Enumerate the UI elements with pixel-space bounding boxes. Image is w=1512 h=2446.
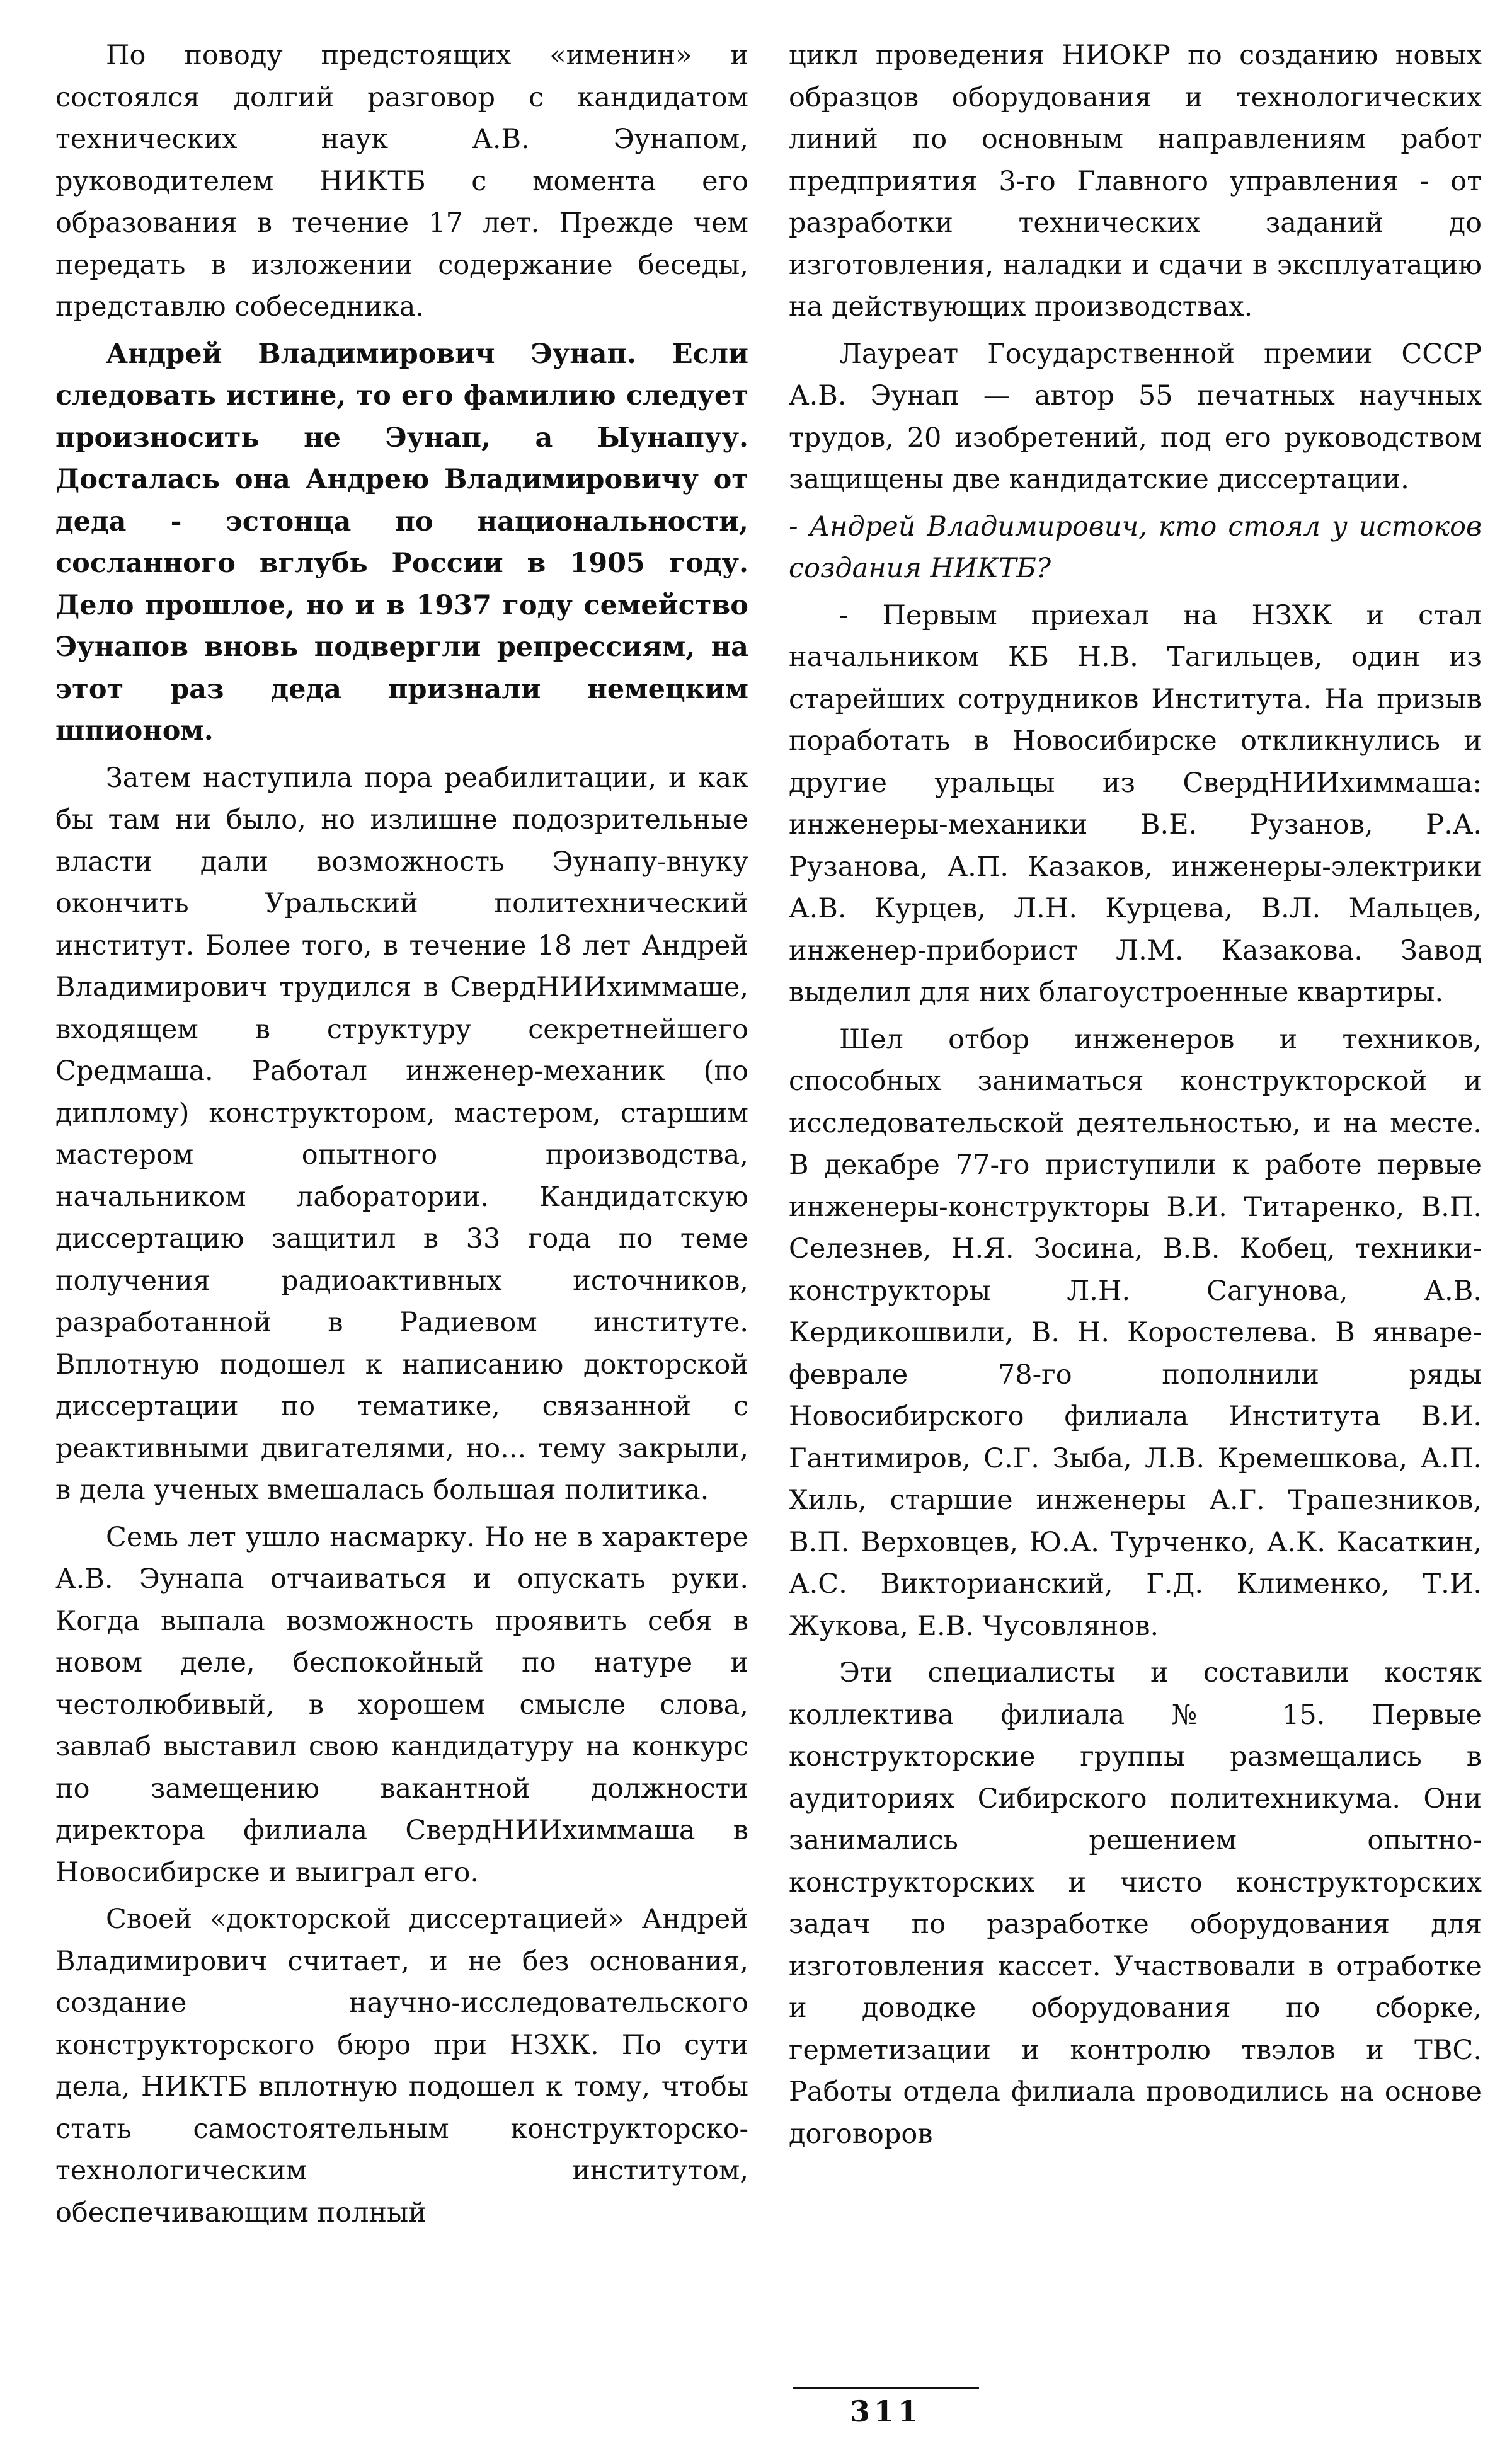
paragraph-biography: Андрей Владимирович Эунап. Если следовать истине, то его фамилию следует произносить не Эунап, а Ыунапуу. Досталась она Андрею Владимировичу от деда - эстонца по национальности, сосланного вглубь России в 1905 году. Дело прошлое, но и в 1937 году семейство Эунапов вновь подвергли репрессиям, на этот раз деда признали немецким шпионом. (55, 338, 748, 747)
paragraph-core-team: Эти специалисты и составили костяк коллектива филиала № 15. Первые конструкторские группы размещались в аудиториях Сибирского политехникума. Они занимались решением опытно-конструкторских и чисто конструкторских задач по разработке оборудования для изготовления кассет. Участвовали в отработке и доводке оборудования по сборке, герметизации и контролю твэлов и ТВС. Работы отдела филиала проводились на основе договоров (789, 1657, 1482, 2150)
left-text-column (55, 35, 748, 2239)
page-number: 311 (849, 2394, 922, 2428)
footer-divider (793, 2387, 979, 2389)
interview-answer: - Первым приехал на НЗХК и стал начальником КБ Н.В. Тагильцев, один из старейших сотрудников Института. На призыв поработать в Новосибирске откликнулись и другие уральцы из СвердНИИхиммаша: инженеры-механики В.Е. Рузанов, Р.А. Рузанова, А.П. Казаков, инженеры-электрики А.В. Курцев, Л.Н. Курцева, В.Л. Мальцев, инженер-приборист Л.М. Казакова. Завод выделил для них благоустроенные квартиры. (789, 599, 1482, 1008)
paragraph-seven-years: Семь лет ушло насмарку. Но не в характере А.В. Эунапа отчаиваться и опускать руки. Когда выпала возможность проявить себя в новом деле, беспокойный по натуре и честолюбивый, в хорошем смысле слова, завлаб выставил свою кандидатуру на конкурс по замещению вакантной должности директора филиала СвердНИИхиммаша в Новосибирске и выиграл его. (55, 1521, 748, 1888)
paragraph-doctoral: Своей «докторской диссертацией» Андрей Владимирович считает, и не без основания, создание научно-исследовательского конструкторского бюро при НЗХК. По сути дела, НИКТБ вплотную подошел к тому, чтобы стать самостоятельным конструкторско-технологическим институтом, обеспечивающим полный (55, 1903, 748, 2229)
paragraph-continuation: цикл проведения НИОКР по созданию новых образцов оборудования и технологических линий по основным направлениям работ предприятия 3-го Главного управления - от разработки технических заданий до изготовления, наладки и сдачи в эксплуатацию на действующих производствах. (789, 40, 1482, 323)
interview-question: - Андрей Владимирович, кто стоял у истоков создания НИКТБ? (789, 510, 1482, 584)
right-text-column (789, 35, 1482, 2160)
paragraph-intro: По поводу предстоящих «именин» и состоялся долгий разговор с кандидатом технических наук А.В. Эунапом, руководителем НИКТБ с момента его образования в течение 17 лет. Прежде чем передать в изложении содержание беседы, представлю собеседника. (55, 40, 748, 323)
paragraph-laureate: Лауреат Государственной премии СССР А.В. Эунап — автор 55 печатных научных трудов, 20 изобретений, под его руководством защищены две кандидатские диссертации. (789, 338, 1482, 495)
paragraph-rehabilitation: Затем наступила пора реабилитации, и как бы там ни было, но излишне подозрительные власти дали возможность Эунапу-внуку окончить Уральский политехнический институт. Более того, в течение 18 лет Андрей Владимирович трудился в СвердНИИхиммаше, входящем в структуру секретнейшего Средмаша. Работал инженер-механик (по диплому) конструктором, мастером, старшим мастером опытного производства, начальником лаборатории. Кандидатскую диссертацию защитил в 33 года по теме получения радиоактивных источников, разработанной в Радиевом институте. Вплотную подошел к написанию докторской диссертации по тематике, связанной с реактивными двигателями, но... тему закрыли, в дела ученых вмешалась большая политика. (55, 762, 748, 1506)
paragraph-selection: Шел отбор инженеров и техников, способных заниматься конструкторской и исследовательской деятельностью, и на месте. В декабре 77-го приступили к работе первые инженеры-конструкторы В.И. Титаренко, В.П. Селезнев, Н.Я. Зосина, В.В. Кобец, техники-конструкторы Л.Н. Сагунова, А.В. Кердикошвили, В. Н. Коростелева. В январе-феврале 78-го пополнили ряды Новосибирского филиала Института В.И. Гантимиров, С.Г. Зыба, Л.В. Кремешкова, А.П. Хиль, старшие инженеры А.Г. Трапезников, В.П. Верховцев, Ю.А. Турченко, А.К. Касаткин, А.С. Викторианский, Г.Д. Клименко, Т.И. Жукова, Е.В. Чусовлянов. (789, 1023, 1482, 1642)
